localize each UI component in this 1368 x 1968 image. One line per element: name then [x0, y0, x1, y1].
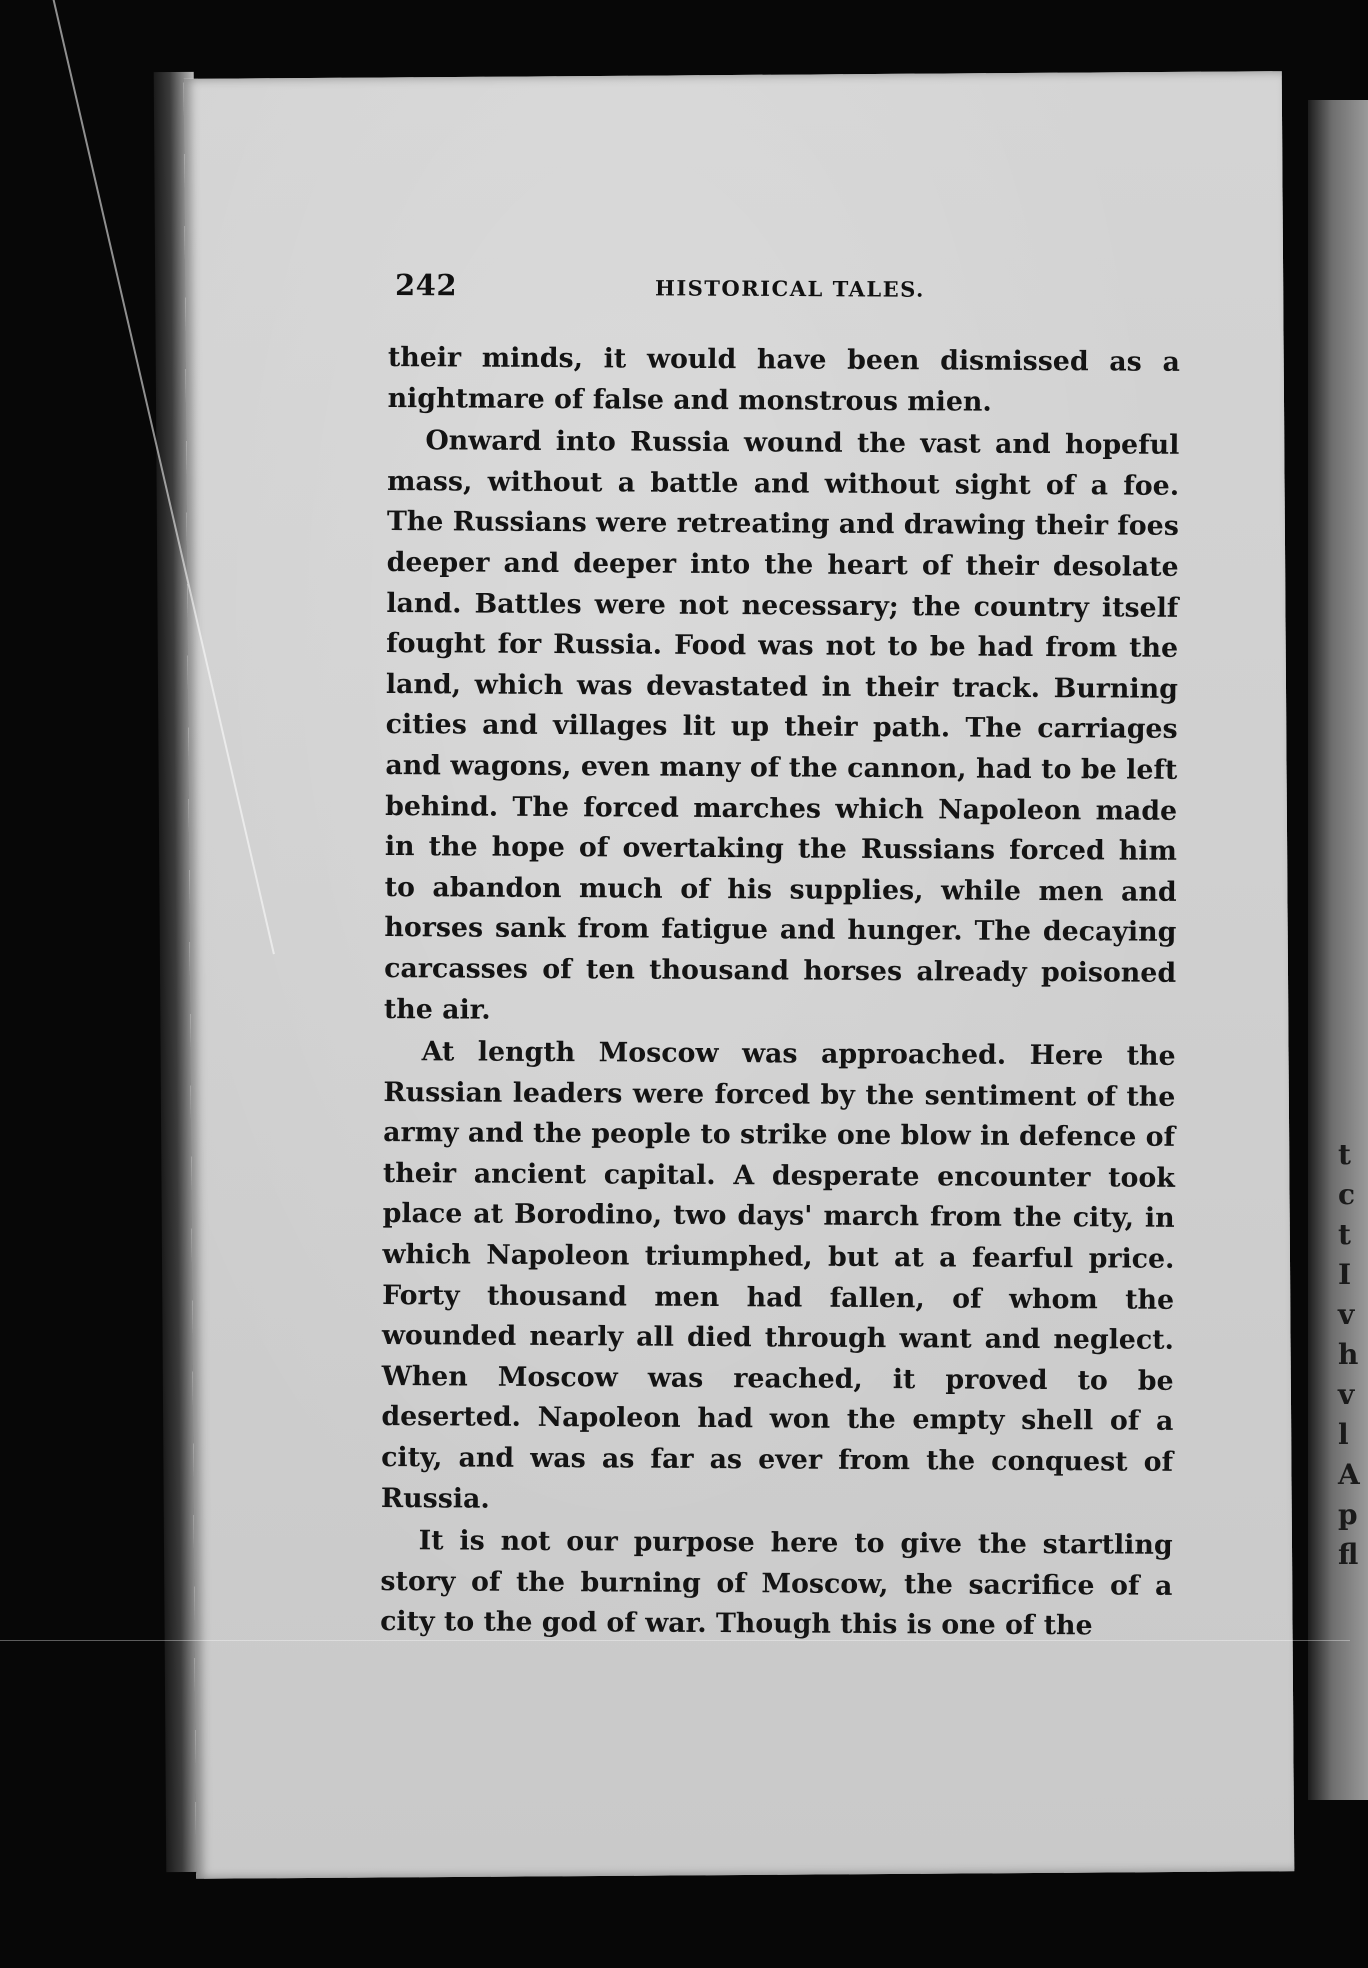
paragraph-4: It is not our purpose here to give the startling story of the burning of Moscow, the sacrifice of a city to the god of war. Though this is one of the [380, 1525, 1173, 1642]
fragment: v [1338, 1378, 1355, 1411]
fragment: p [1338, 1498, 1358, 1531]
fragment: A [1338, 1458, 1360, 1491]
running-head: HISTORICAL TALES. [654, 275, 925, 302]
facing-page-text [1338, 1135, 1360, 1575]
paragraph-1: their minds, it would have been dismissed as a nightmare of false and monstrous mien. [387, 341, 1180, 418]
fragment: c [1338, 1178, 1356, 1211]
fragment: v [1338, 1298, 1355, 1331]
page-header [395, 268, 1175, 316]
fragment: I [1338, 1258, 1352, 1291]
paragraph-3: At length Moscow was approached. Here the Russian leaders were forced by the sentiment of the army and the people to strike one blow in defence of their ancient capital. A desperate encounter took place at Borodino, two days' march from the city, in which Napoleon triumphed, but at a fearful price. Forty thousand men had fallen, of whom the wounded nearly all died through want and neglect. When Moscow was reached, it proved to be deserted. Napoleon had won the empty shell of a city, and was as far as ever from the conquest of Russia. [380, 1036, 1176, 1515]
fragment: t [1338, 1138, 1351, 1171]
paragraph-2: Onward into Russia wound the vast and hopeful mass, without a battle and without sight of a foe. The Russians were retreating and drawing their foes deeper and deeper into the heart of their desolate land. Battles were not necessary; the country itself fought for Russia. Food was not to be had from the land, which was devastated in their track. Burning cities and villages lit up their path. The carriages and wagons, even many of the cannon, had to be left behind. The forced marches which Napoleon made in the hope of overtaking the Russians forced him to abandon much of his supplies, while men and horses sank from fatigue and hunger. The decaying carcasses of ten thousand horses already poisoned the air. [383, 425, 1180, 1026]
body-text [380, 338, 1180, 1648]
fragment: h [1338, 1338, 1359, 1371]
fragment: t [1338, 1218, 1351, 1251]
fragment: fl [1338, 1538, 1359, 1571]
page-number: 242 [394, 267, 458, 303]
film-scratch-horizontal [0, 1640, 1350, 1641]
fragment: l [1338, 1418, 1349, 1451]
